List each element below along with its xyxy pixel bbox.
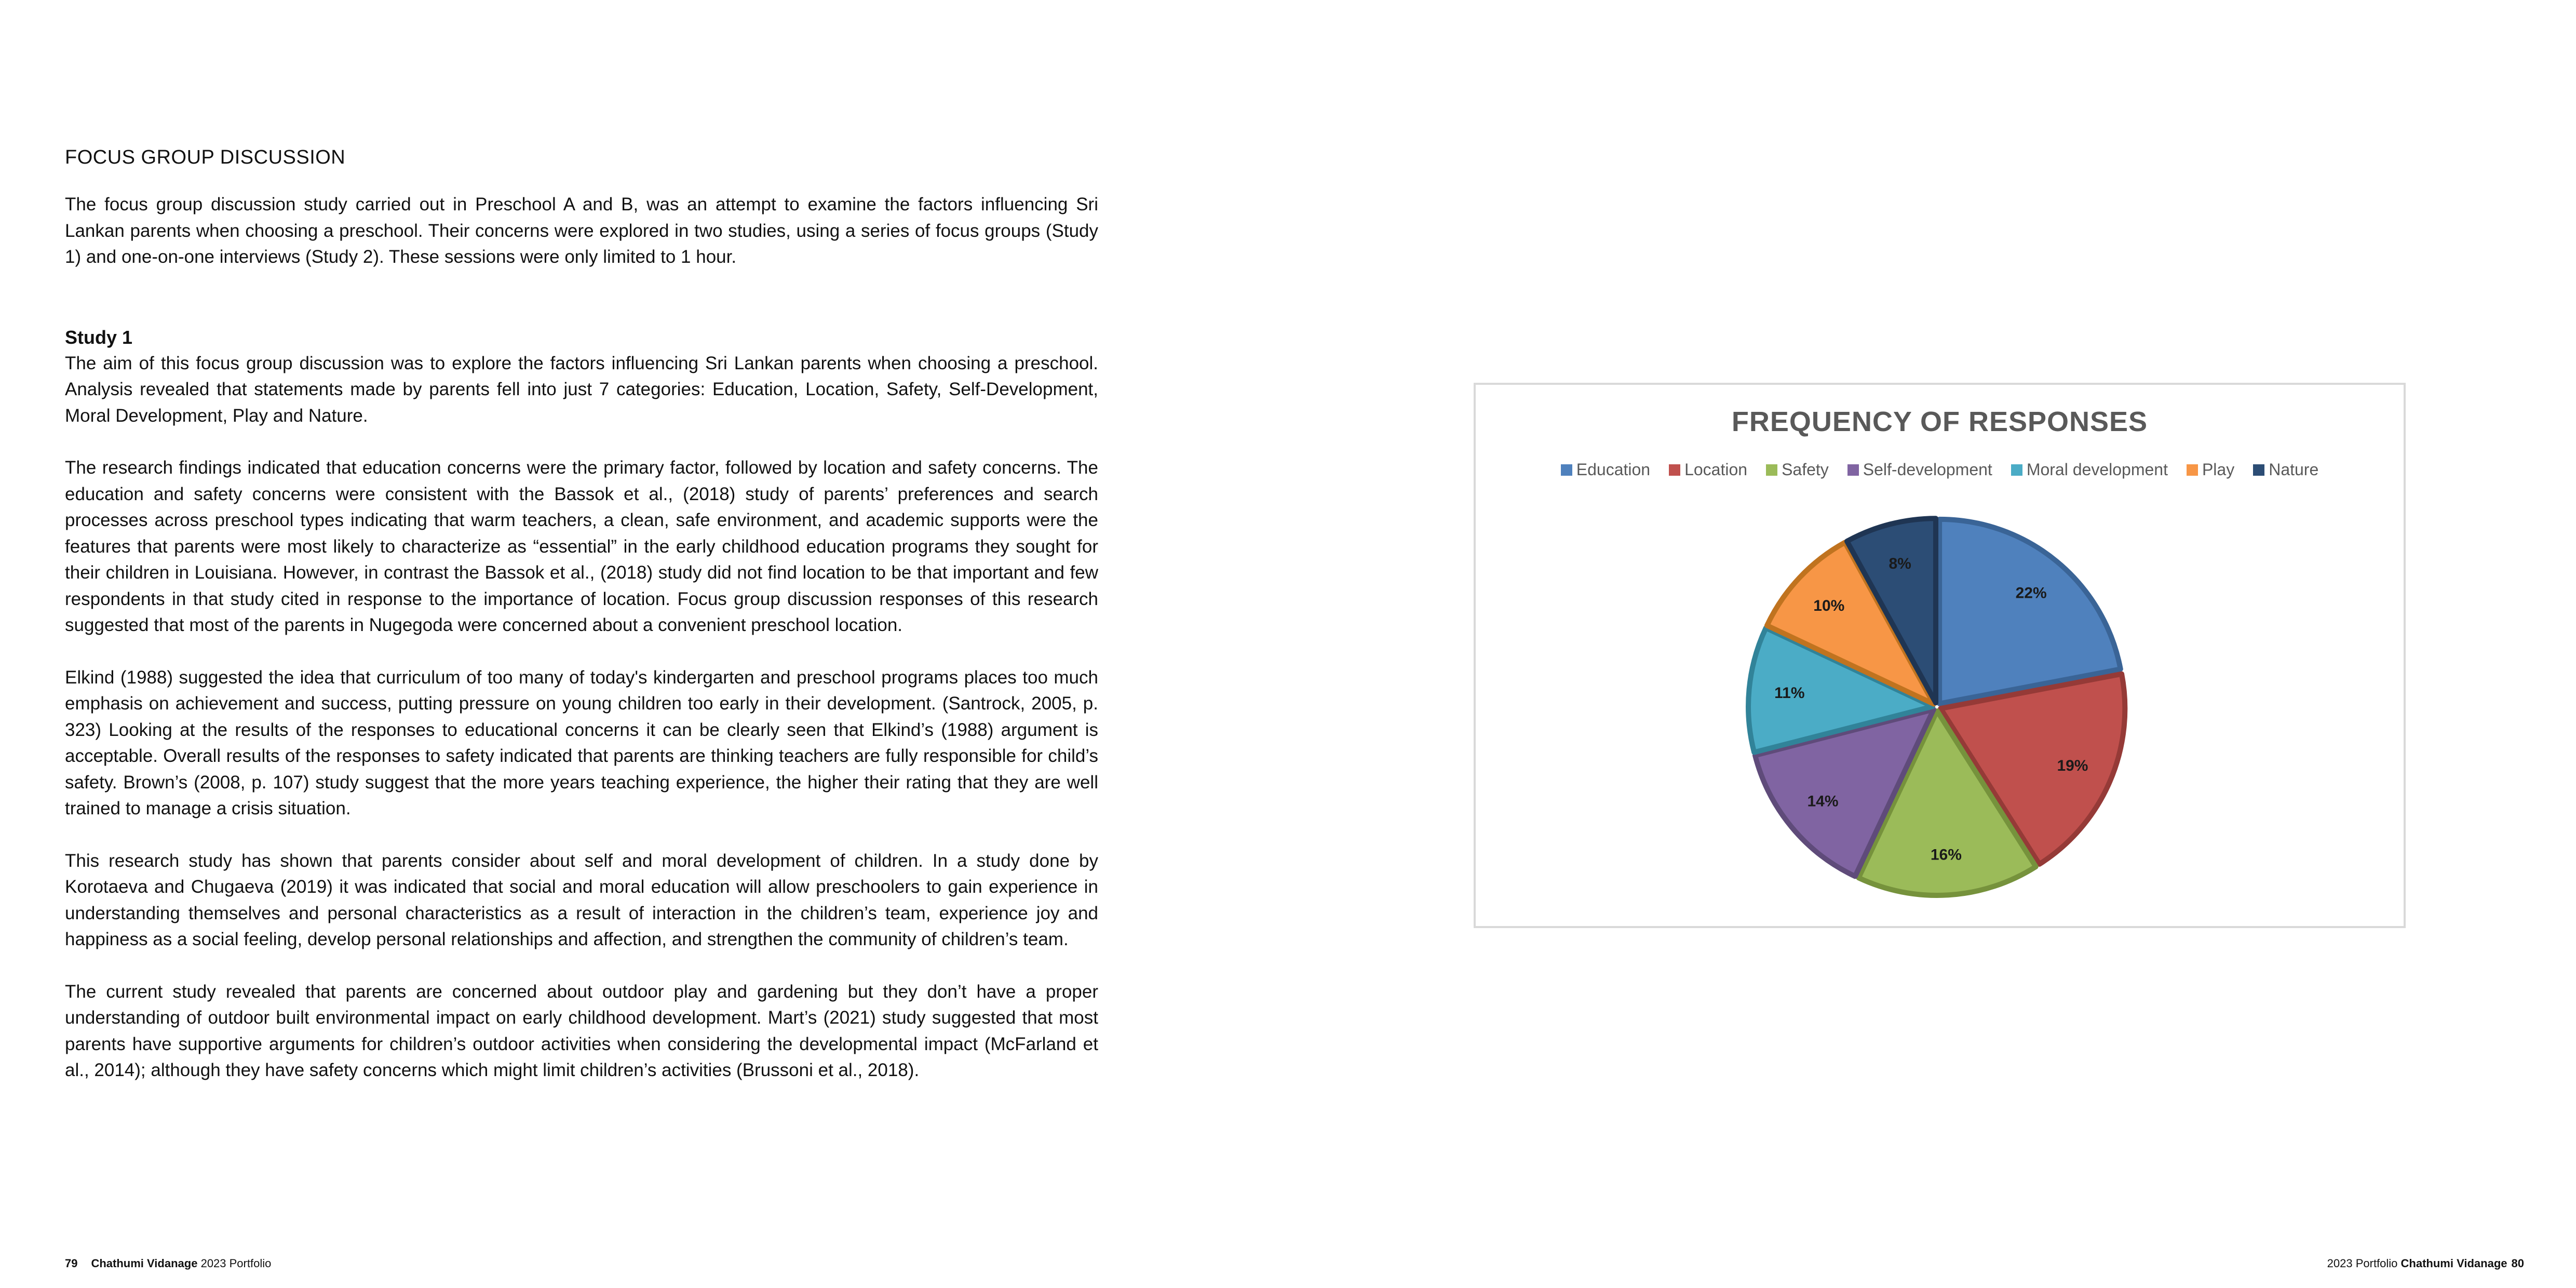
legend-label: Education [1576,460,1651,479]
study1-heading: Study 1 [65,326,133,348]
legend-item-safety [1766,460,1829,479]
pie-chart [1474,383,2406,928]
body-paragraph-1: The aim of this focus group discussion was to explore the factors influencing Sri Lankan parents when choosing a preschool. Analysis revealed that statements made by parents fell into just 7 categories: Education, Location, Safety, Self-Development, Moral Development, Play and Nature. [65,353,1098,426]
legend-label: Safety [1782,460,1829,479]
pie-slice-label: 16% [1930,846,1962,864]
legend-label: Moral development [2026,460,2168,479]
legend-label: Location [1684,460,1748,479]
pie-slice-label: 8% [1889,555,1911,573]
legend-swatch [1847,464,1859,476]
footer-portfolio-right: 2023 Portfolio [2327,1257,2398,1270]
footer-author-right: Chathumi Vidanage [2400,1257,2507,1270]
legend-label: Nature [2269,460,2319,479]
chart-legend [1476,460,2404,479]
legend-item-self-development [1847,460,1992,479]
pie-slice-label: 10% [1813,597,1845,614]
pie-slice-label: 22% [2015,584,2047,602]
legend-swatch [1669,464,1680,476]
chart-title: FREQUENCY OF RESPONSES [1731,406,2148,437]
legend-label: Self-development [1863,460,1992,479]
body-paragraph-2: The research findings indicated that education concerns were the primary factor, followed by location and safety concerns. The education and safety concerns were consistent with the Bassok et al., (2018) study of parents’ preferences and search processes across preschool types indicating that warm teachers, a clean, safe environment, and academic supports were the features that parents were most likely to characterize as “essential” in the early childhood education programs they sought for their children in Louisiana. However, in contrast the Bassok et al., (2018) study did not find location to be that important and few respondents in that study cited in response to the importance of location. Focus group discussion responses of this research suggested that most of the parents in Nugegoda were concerned about a convenient preschool location. [65,458,1098,635]
left-page-content [65,146,1098,1110]
pie-slice-label: 14% [1807,793,1839,810]
legend-item-education [1561,460,1650,479]
intro-paragraph: The focus group discussion study carried out in Preschool A and B, was an attempt to examine the factors influencing Sri Lankan parents when choosing a preschool. Their concerns were explored in two studies, using a series of focus groups (Study 1) and one-on-one interviews (Study 2). These sessions were only limited to 1 hour. [65,194,1098,267]
footer-portfolio-left: 2023 Portfolio [200,1257,272,1270]
pie-slice-label: 19% [2057,757,2088,775]
legend-item-play [2187,460,2234,479]
legend-swatch [2253,464,2264,476]
footer-author-left: Chathumi Vidanage [91,1257,198,1270]
legend-item-nature [2253,460,2318,479]
legend-swatch [2011,464,2022,476]
legend-item-moral-development [2011,460,2168,479]
body-paragraph-4: This research study has shown that parents consider about self and moral development of children. In a study done by Korotaeva and Chugaeva (2019) it was indicated that social and moral education will allow preschoolers to gain experience in understanding themselves and personal characteristics as a result of interaction in the children’s team, experience joy and happiness as a social feeling, develop personal relationships and affection, and strengthen the community of children’s team. [65,850,1098,949]
pie-slice-label: 11% [1774,685,1805,702]
legend-item-location [1669,460,1747,479]
footer-right [2327,1257,2524,1270]
pie-slice-education [1939,519,2121,704]
body-paragraph-5: The current study revealed that parents are concerned about outdoor play and gardening but they don’t have a proper understanding of outdoor built environmental impact on early childhood development. Mart’s (2021) study suggested that most parents have supportive arguments for children’s outdoor activities when considering the developmental impact (McFarland et al., 2014); although they have safety concerns which might limit children’s activities (Brussoni et al., 2018). [65,981,1098,1080]
section-heading: FOCUS GROUP DISCUSSION [65,146,346,168]
legend-swatch [2187,464,2198,476]
page-number-right: 80 [2511,1257,2524,1270]
legend-label: Play [2202,460,2235,479]
legend-swatch [1561,464,1572,476]
footer-left [65,1257,271,1270]
legend-swatch [1766,464,1777,476]
page-number-left: 79 [65,1257,78,1270]
body-paragraph-3: Elkind (1988) suggested the idea that curriculum of too many of today's kindergarten and preschool programs places too much emphasis on achievement and success, putting pressure on young children too early in their development. (Santrock, 2005, p. 323) Looking at the results of the responses to educational concerns it can be clearly seen that Elkind’s (1988) argument is acceptable. Overall results of the responses to safety indicated that parents are thinking teachers are fully responsible for child’s safety. Brown’s (2008, p. 107) study suggest that the more years teaching experience, the higher their rating that they are well trained to manage a crisis situation. [65,667,1098,819]
